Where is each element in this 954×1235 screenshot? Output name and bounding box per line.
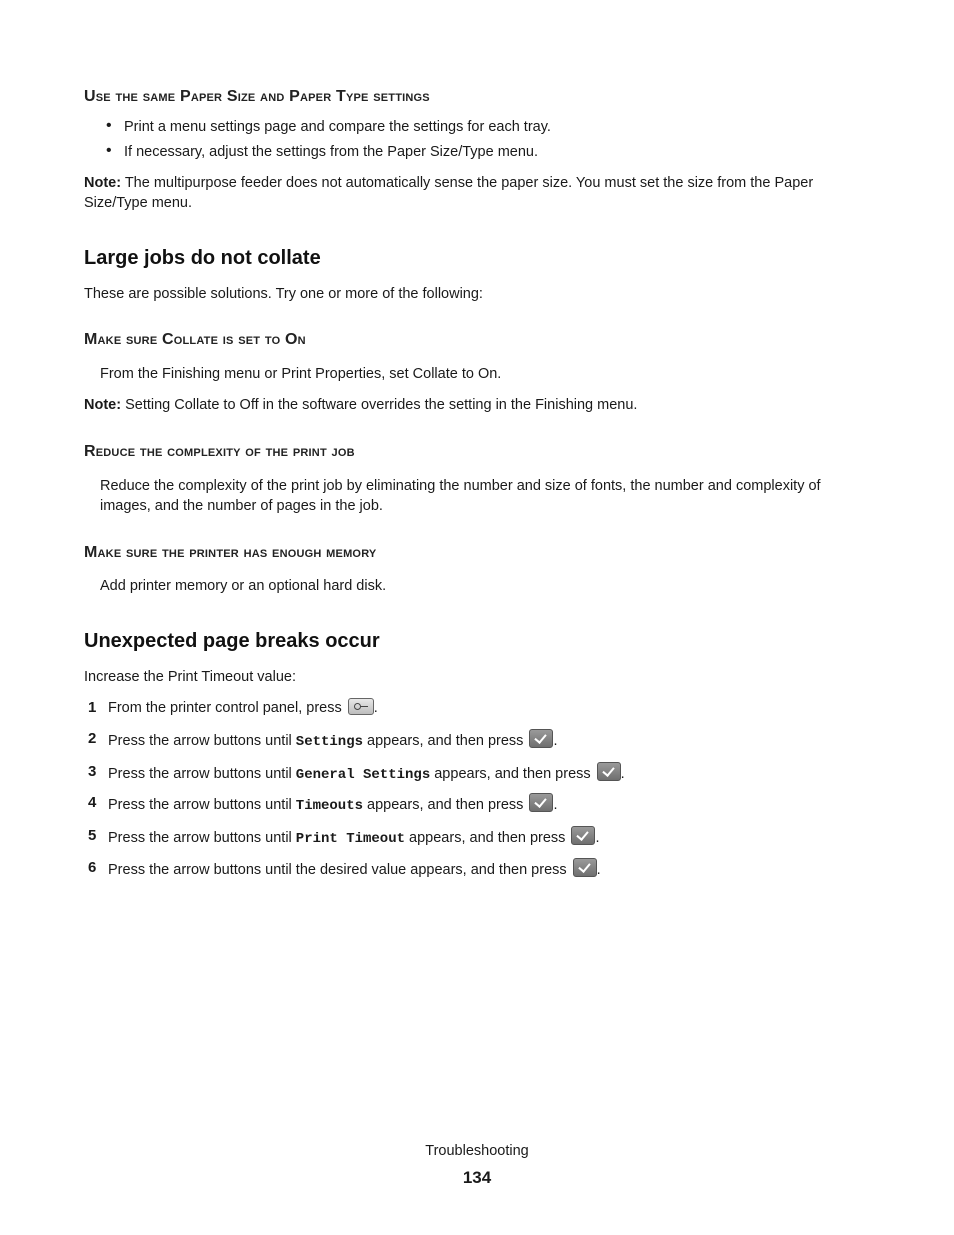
section-title-large-jobs: Large jobs do not collate: [84, 247, 321, 269]
select-check-icon: [571, 826, 595, 845]
complexity-body-line2: images, and the number of pages in the job.: [100, 498, 383, 514]
step-text: Press the arrow buttons until the desired value appears, and then press .: [108, 858, 601, 880]
note-label: Note:: [84, 175, 122, 191]
subheading-collate: Make sure Collate is set to On: [84, 331, 306, 348]
footer-section-name: Troubleshooting: [425, 1143, 529, 1159]
step-text: Press the arrow buttons until Print Timeout appears, and then press .: [108, 826, 600, 849]
step-number: 3: [88, 763, 97, 780]
menu-key-icon: [348, 698, 374, 715]
step-text: Press the arrow buttons until General Settings appears, and then press .: [108, 762, 625, 785]
select-check-icon: [573, 858, 597, 877]
step-text: Press the arrow buttons until Settings appears, and then press .: [108, 729, 558, 752]
menu-name: General Settings: [295, 767, 431, 783]
complexity-body-line1: Reduce the complexity of the print job by eliminating the number and size of fonts, the number and complexity of: [100, 478, 821, 494]
select-check-icon: [597, 762, 621, 781]
menu-name: Print Timeout: [295, 831, 406, 847]
step-text: From the printer control panel, press .: [108, 700, 378, 716]
intro-text: Increase the Print Timeout value:: [84, 669, 296, 685]
page-number: 134: [462, 1168, 492, 1187]
section-heading-paper-settings: Use the same Paper Size and Paper Type settings: [84, 88, 430, 105]
memory-body: Add printer memory or an optional hard disk.: [100, 578, 387, 594]
step-number: 6: [88, 859, 97, 876]
subheading-memory: Make sure the printer has enough memory: [84, 544, 377, 561]
step-text: Press the arrow buttons until Timeouts appears, and then press .: [108, 793, 558, 816]
select-check-icon: [529, 793, 553, 812]
note-label: Note:: [84, 397, 122, 413]
menu-name: Settings: [295, 734, 364, 750]
select-check-icon: [529, 729, 553, 748]
menu-name: Timeouts: [295, 798, 364, 814]
subheading-complexity: Reduce the complexity of the print job: [84, 443, 355, 460]
collate-body: From the Finishing menu or Print Properties, set Collate to On.: [100, 366, 502, 382]
section-title-page-breaks: Unexpected page breaks occur: [84, 630, 380, 652]
intro-text: These are possible solutions. Try one or more of the following:: [84, 286, 483, 302]
collate-note: Note: Setting Collate to Off in the software overrides the setting in the Finishing menu.: [84, 397, 638, 413]
step-number: 4: [88, 794, 97, 811]
step-number: 5: [88, 827, 97, 844]
step-number: 1: [88, 699, 97, 716]
note-paragraph: Note: The multipurpose feeder does not automatically sense the paper size. You must set the size from the Paper: [84, 175, 814, 191]
step-number: 2: [88, 730, 97, 747]
note-paragraph-continued: Size/Type menu.: [84, 195, 192, 211]
